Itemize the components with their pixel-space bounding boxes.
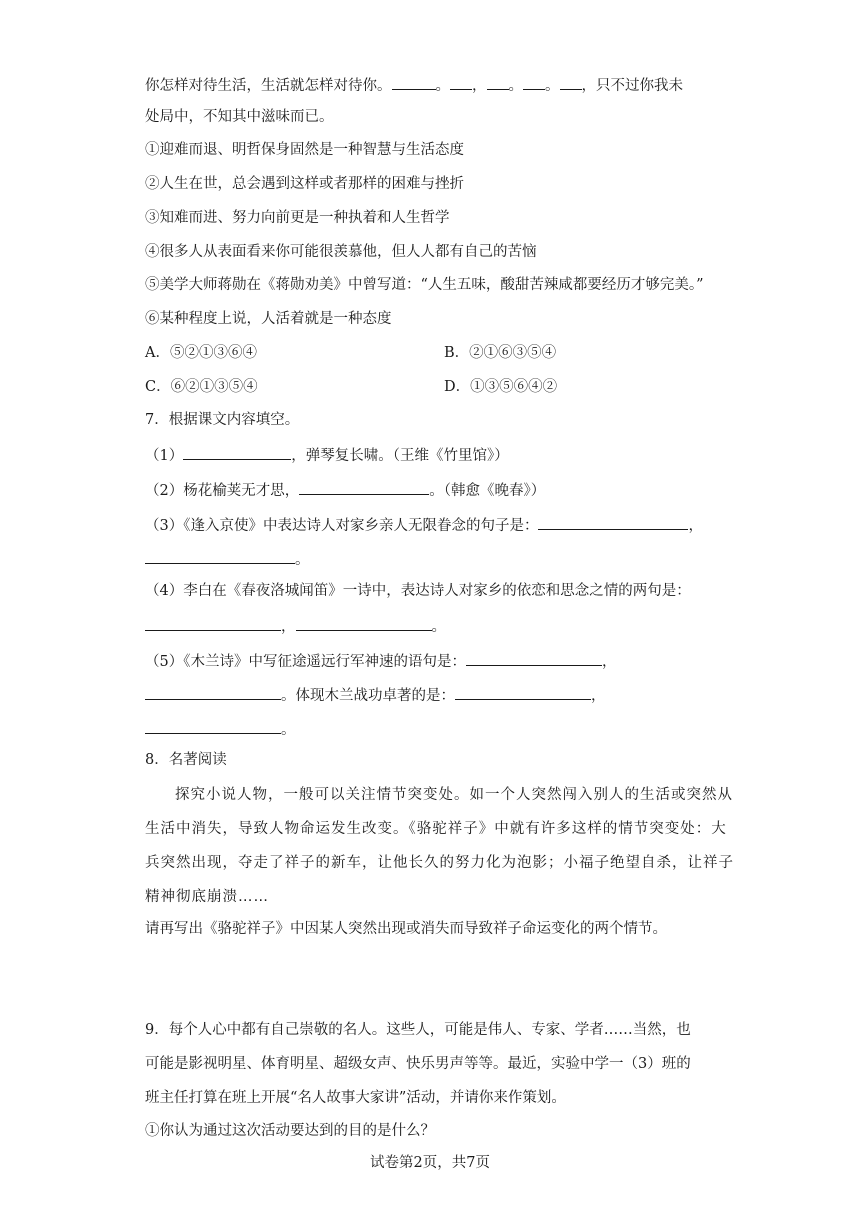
q8-passage-line: 探究小说人物，一般可以关注情节突变处。如一个人突然闯入别人的生活或突然从 — [175, 787, 733, 803]
option-b[interactable]: B．②①⑥③⑤④ — [444, 345, 557, 361]
q8-passage-line: 精神彻底崩溃…… — [145, 889, 269, 905]
q6-item: ①迎难而退、明哲保身固然是一种智慧与生活态度 — [145, 142, 464, 158]
q9-sub-question: ①你认为通过这次活动要达到的目的是什么？ — [145, 1123, 435, 1139]
q7-sub-5-cont: 。体现木兰战功卓著的是： ， — [145, 684, 606, 706]
answer-blank[interactable] — [538, 514, 688, 530]
answer-blank[interactable] — [487, 74, 509, 90]
answer-blank[interactable] — [455, 684, 591, 700]
q9-line: 班主任打算在班上开展“名人故事大家讲”活动，并请你来作策划。 — [145, 1090, 566, 1106]
q7-sub-5-cont2: 。 — [145, 718, 296, 740]
answer-blank[interactable] — [523, 74, 545, 90]
q7-sub-2: （2）杨花榆荚无才思， 。（韩愈《晚春》） — [145, 479, 545, 501]
q6-item: ②人生在世，总会遇到这样或者那样的困难与挫折 — [145, 176, 464, 192]
answer-blank[interactable] — [183, 444, 291, 460]
answer-blank[interactable] — [392, 74, 414, 90]
page-footer: 试卷第2页，共7页 — [370, 1155, 490, 1171]
answer-blank[interactable] — [145, 615, 281, 631]
q6-stem-text: 你怎样对待生活，生活就怎样对待你。 — [145, 78, 392, 94]
q6-item: ⑥某种程度上说，人活着就是一种态度 — [145, 311, 392, 327]
q8-question: 请再写出《骆驼祥子》中因某人突然出现或消失而导致祥子命运变化的两个情节。 — [145, 921, 667, 937]
answer-blank[interactable] — [466, 650, 602, 666]
answer-blank[interactable] — [450, 74, 472, 90]
option-c[interactable]: C．⑥②①③⑤④ — [145, 379, 258, 395]
q7-title: 7．根据课文内容填空。 — [145, 412, 300, 428]
q6-line-2: 处局中，不知其中滋味而已。 — [145, 109, 334, 125]
answer-blank[interactable] — [145, 548, 295, 564]
answer-blank[interactable] — [414, 74, 436, 90]
q6-item: ③知难而进、努力向前更是一种执着和人生哲学 — [145, 210, 450, 226]
answer-blank[interactable] — [299, 479, 429, 495]
q9-line: 可能是影视明星、体育明星、超级女声、快乐男声等等。最近，实验中学一（3）班的 — [145, 1056, 691, 1072]
q6-item: ⑤美学大师蒋勋在《蒋勋劝美》中曾写道：“人生五味，酸甜苦辣咸都要经历才够完美。” — [145, 277, 704, 293]
q7-sub-1: （1） ，弹琴复长啸。（王维《竹里馆》） — [145, 444, 509, 466]
q8-passage-line: 生活中消失，导致人物命运发生改变。《骆驼祥子》中就有许多这样的情节突变处：大 — [145, 821, 727, 837]
answer-blank[interactable] — [296, 615, 432, 631]
option-a[interactable]: A．⑤②①③⑥④ — [145, 345, 257, 361]
q7-sub-4-cont: ， 。 — [145, 615, 446, 637]
q7-sub-3-cont: 。 — [145, 548, 310, 570]
q8-passage-line: 兵突然出现，夺走了祥子的新车，让他长久的努力化为泡影；小福子绝望自杀，让祥子 — [145, 855, 734, 871]
answer-blank[interactable] — [145, 684, 281, 700]
q9-line: 9．每个人心中都有自己崇敬的名人。这些人，可能是伟人、专家、学者……当然，也 — [145, 1022, 691, 1038]
q6-stem-text-end: ，只不过你我未 — [581, 78, 683, 94]
q8-title: 8．名著阅读 — [145, 752, 227, 768]
answer-blank[interactable] — [145, 718, 281, 734]
q7-sub-4: （4）李白在《春夜洛城闻笛》一诗中，表达诗人对家乡的依恋和思念之情的两句是： — [145, 583, 691, 599]
q6-line-1: 你怎样对待生活，生活就怎样对待你。 。 ， 。 。 ，只不过你我未 — [145, 74, 683, 96]
q7-sub-3: （3）《逢入京使》中表达诗人对家乡亲人无限眷念的句子是： ， — [145, 514, 703, 536]
q6-item: ④很多人从表面看来你可能很羡慕他，但人人都有自己的苦恼 — [145, 244, 537, 260]
q7-sub-5: （5）《木兰诗》中写征途遥远行军神速的语句是： ， — [145, 650, 616, 672]
answer-blank[interactable] — [560, 74, 582, 90]
option-d[interactable]: D．①③⑤⑥④② — [444, 379, 558, 395]
